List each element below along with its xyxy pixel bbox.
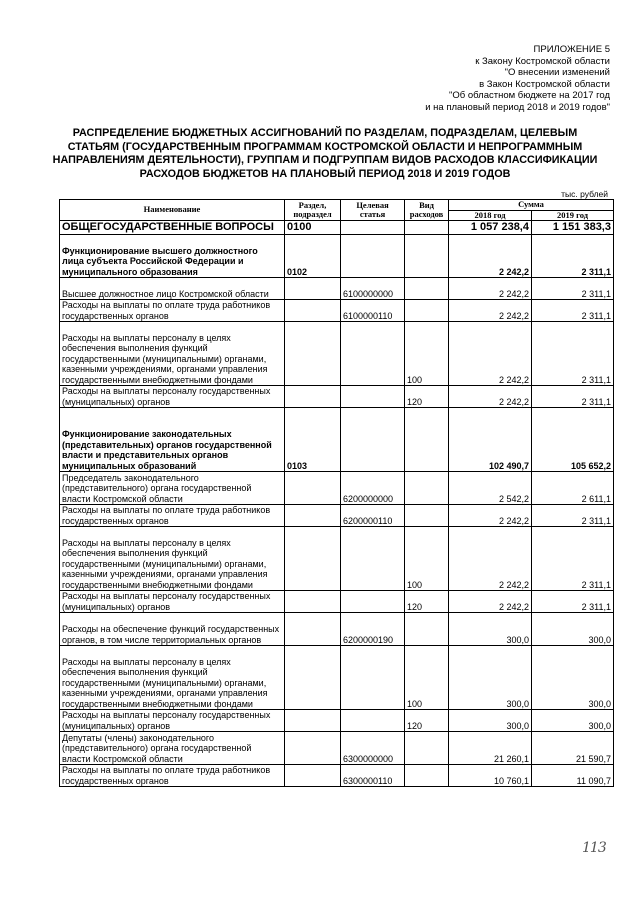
cell-target	[341, 646, 405, 710]
appendix-line: ПРИЛОЖЕНИЕ 5	[533, 44, 610, 55]
cell-target	[341, 235, 405, 278]
cell-2018: 2 242,2	[449, 591, 532, 613]
cell-name: Расходы на выплаты персоналу государственных (муниципальных) органов	[60, 710, 285, 732]
cell-2019: 2 311,1	[532, 591, 614, 613]
header-2019: 2019 год	[532, 210, 614, 221]
cell-name: Функционирование законодательных (представительных) органов государственной власти и представительных органов муниципальных образований	[60, 408, 285, 472]
cell-name: Расходы на выплаты персоналу в целях обеспечения выполнения функций государственными (муниципальными) органами, казенными учреждениями, органами управления государственными внебюджетными фондами	[60, 527, 285, 591]
table-row	[60, 300, 614, 322]
cell-type: 100	[405, 527, 449, 591]
cell-section	[285, 505, 341, 527]
table-row	[60, 408, 614, 472]
header-type: Вид расходов	[405, 200, 449, 221]
header-sum: Сумма	[449, 200, 614, 211]
cell-2018: 102 490,7	[449, 408, 532, 472]
cell-section	[285, 278, 341, 300]
appendix-line: "Об областном бюджете на 2017 год	[449, 90, 610, 101]
cell-target	[341, 408, 405, 472]
title-line: РАСХОДОВ БЮДЖЕТОВ НА ПЛАНОВЫЙ ПЕРИОД 2018 И 2019 ГОДОВ	[139, 167, 511, 180]
cell-type	[405, 732, 449, 765]
cell-target: 6200000000	[341, 472, 405, 505]
cell-2019: 1 151 383,3	[532, 221, 614, 235]
cell-target	[341, 710, 405, 732]
cell-type: 120	[405, 591, 449, 613]
cell-name: Расходы на выплаты персоналу в целях обеспечения выполнения функций государственными (муниципальными) органами, казенными учреждениями, органами управления государственными внебюджетными фондами	[60, 646, 285, 710]
cell-2019: 2 311,1	[532, 278, 614, 300]
appendix-line: в Закон Костромской области	[479, 78, 610, 90]
cell-name: ОБЩЕГОСУДАРСТВЕННЫЕ ВОПРОСЫ	[60, 221, 285, 235]
cell-type	[405, 235, 449, 278]
cell-target: 6100000000	[341, 278, 405, 300]
cell-section	[285, 300, 341, 322]
cell-2018: 2 542,2	[449, 472, 532, 505]
cell-name: Расходы на выплаты по оплате труда работников государственных органов	[60, 505, 285, 527]
cell-target: 6200000190	[341, 613, 405, 646]
cell-section	[285, 527, 341, 591]
cell-section: 0102	[285, 235, 341, 278]
table-row	[60, 646, 614, 710]
cell-name: Функционирование высшего должностного лица субъекта Российской Федерации и муниципального образования	[60, 235, 285, 278]
header-name: Наименование	[60, 200, 285, 221]
title-line: РАСПРЕДЕЛЕНИЕ БЮДЖЕТНЫХ АССИГНОВАНИЙ ПО РАЗДЕЛАМ, ПОДРАЗДЕЛАМ, ЦЕЛЕВЫМ	[72, 127, 578, 139]
cell-2018: 10 760,1	[449, 765, 532, 787]
cell-name: Депутаты (члены) законодательного (представительного) органа государственной власти Костромской области	[60, 732, 285, 765]
cell-2019: 2 311,1	[532, 322, 614, 386]
cell-target: 6300000000	[341, 732, 405, 765]
cell-type: 100	[405, 322, 449, 386]
cell-2019: 11 090,7	[532, 765, 614, 787]
cell-name: Расходы на выплаты по оплате труда работников государственных органов	[60, 300, 285, 322]
cell-target	[341, 221, 405, 235]
cell-name: Расходы на выплаты персоналу в целях обеспечения выполнения функций государственными (муниципальными) органами, казенными учреждениями, органами управления государственными внебюджетными фондами	[60, 322, 285, 386]
cell-2018: 2 242,2	[449, 235, 532, 278]
table-row	[60, 235, 614, 278]
table-row	[60, 613, 614, 646]
cell-2019: 2 311,1	[532, 235, 614, 278]
cell-section: 0100	[285, 221, 341, 235]
cell-2018: 2 242,2	[449, 278, 532, 300]
cell-2019: 2 611,1	[532, 472, 614, 505]
title-line: СТАТЬЯМ (ГОСУДАРСТВЕННЫМ ПРОГРАММАМ КОСТРОМСКОЙ ОБЛАСТИ И НЕПРОГРАММНЫМ	[67, 140, 583, 153]
cell-target: 6300000110	[341, 765, 405, 787]
header-target: Целевая статья	[341, 200, 405, 221]
cell-2018: 2 242,2	[449, 322, 532, 386]
cell-type	[405, 278, 449, 300]
table-row	[60, 591, 614, 613]
cell-target: 6200000110	[341, 505, 405, 527]
cell-2018: 1 057 238,4	[449, 221, 532, 235]
appendix-line: "О внесении изменений	[504, 67, 610, 78]
appendix-line: и на плановый период 2018 и 2019 годов"	[425, 101, 610, 113]
cell-section	[285, 472, 341, 505]
cell-section	[285, 710, 341, 732]
cell-section: 0103	[285, 408, 341, 472]
table-row	[60, 221, 614, 235]
cell-section	[285, 646, 341, 710]
cell-2019: 2 311,1	[532, 300, 614, 322]
cell-2018: 300,0	[449, 646, 532, 710]
cell-2018: 21 260,1	[449, 732, 532, 765]
appendix-line: к Закону Костромской области	[475, 55, 610, 67]
table-row	[60, 710, 614, 732]
cell-2019: 105 652,2	[532, 408, 614, 472]
cell-2019: 21 590,7	[532, 732, 614, 765]
cell-name: Расходы на выплаты по оплате труда работников государственных органов	[60, 765, 285, 787]
cell-2019: 300,0	[532, 613, 614, 646]
cell-target	[341, 591, 405, 613]
cell-2019: 2 311,1	[532, 505, 614, 527]
table-row	[60, 527, 614, 591]
cell-2018: 2 242,2	[449, 527, 532, 591]
cell-section	[285, 386, 341, 408]
cell-2018: 2 242,2	[449, 300, 532, 322]
table-row	[60, 765, 614, 787]
cell-type	[405, 221, 449, 235]
document-title	[40, 127, 610, 181]
appendix-note	[425, 44, 610, 113]
cell-target	[341, 322, 405, 386]
cell-2018: 300,0	[449, 710, 532, 732]
cell-type: 120	[405, 386, 449, 408]
title-line: НАПРАВЛЕНИЯМ ДЕЯТЕЛЬНОСТИ), ГРУППАМ И ПОДГРУППАМ ВИДОВ РАСХОДОВ КЛАССИФИКАЦИИ	[52, 154, 598, 166]
cell-type: 120	[405, 710, 449, 732]
cell-section	[285, 732, 341, 765]
cell-target: 6100000110	[341, 300, 405, 322]
table-row	[60, 278, 614, 300]
table-body	[60, 221, 614, 787]
cell-2019: 2 311,1	[532, 386, 614, 408]
page-number: 113	[582, 840, 606, 856]
cell-2019: 300,0	[532, 710, 614, 732]
cell-type	[405, 613, 449, 646]
cell-2018: 300,0	[449, 613, 532, 646]
cell-type	[405, 408, 449, 472]
cell-2019: 2 311,1	[532, 527, 614, 591]
table-row	[60, 472, 614, 505]
cell-2018: 2 242,2	[449, 386, 532, 408]
units-label: тыс. рублей	[561, 189, 608, 199]
cell-section	[285, 591, 341, 613]
cell-name: Председатель законодательного (представительного) органа государственной власти Костромской области	[60, 472, 285, 505]
cell-type: 100	[405, 646, 449, 710]
cell-2018: 2 242,2	[449, 505, 532, 527]
cell-section	[285, 322, 341, 386]
cell-type	[405, 300, 449, 322]
cell-section	[285, 765, 341, 787]
table-row	[60, 505, 614, 527]
header-2018: 2018 год	[449, 210, 532, 221]
cell-name: Расходы на обеспечение функций государственных органов, в том числе территориальных органов	[60, 613, 285, 646]
cell-name: Высшее должностное лицо Костромской области	[60, 278, 285, 300]
cell-target	[341, 386, 405, 408]
budget-table	[59, 199, 614, 787]
cell-type	[405, 505, 449, 527]
table-row	[60, 322, 614, 386]
cell-section	[285, 613, 341, 646]
cell-name: Расходы на выплаты персоналу государственных (муниципальных) органов	[60, 591, 285, 613]
cell-2019: 300,0	[532, 646, 614, 710]
cell-type	[405, 765, 449, 787]
header-section: Раздел, подраздел	[285, 200, 341, 221]
cell-target	[341, 527, 405, 591]
cell-name: Расходы на выплаты персоналу государственных (муниципальных) органов	[60, 386, 285, 408]
cell-type	[405, 472, 449, 505]
table-row	[60, 386, 614, 408]
table-row	[60, 732, 614, 765]
